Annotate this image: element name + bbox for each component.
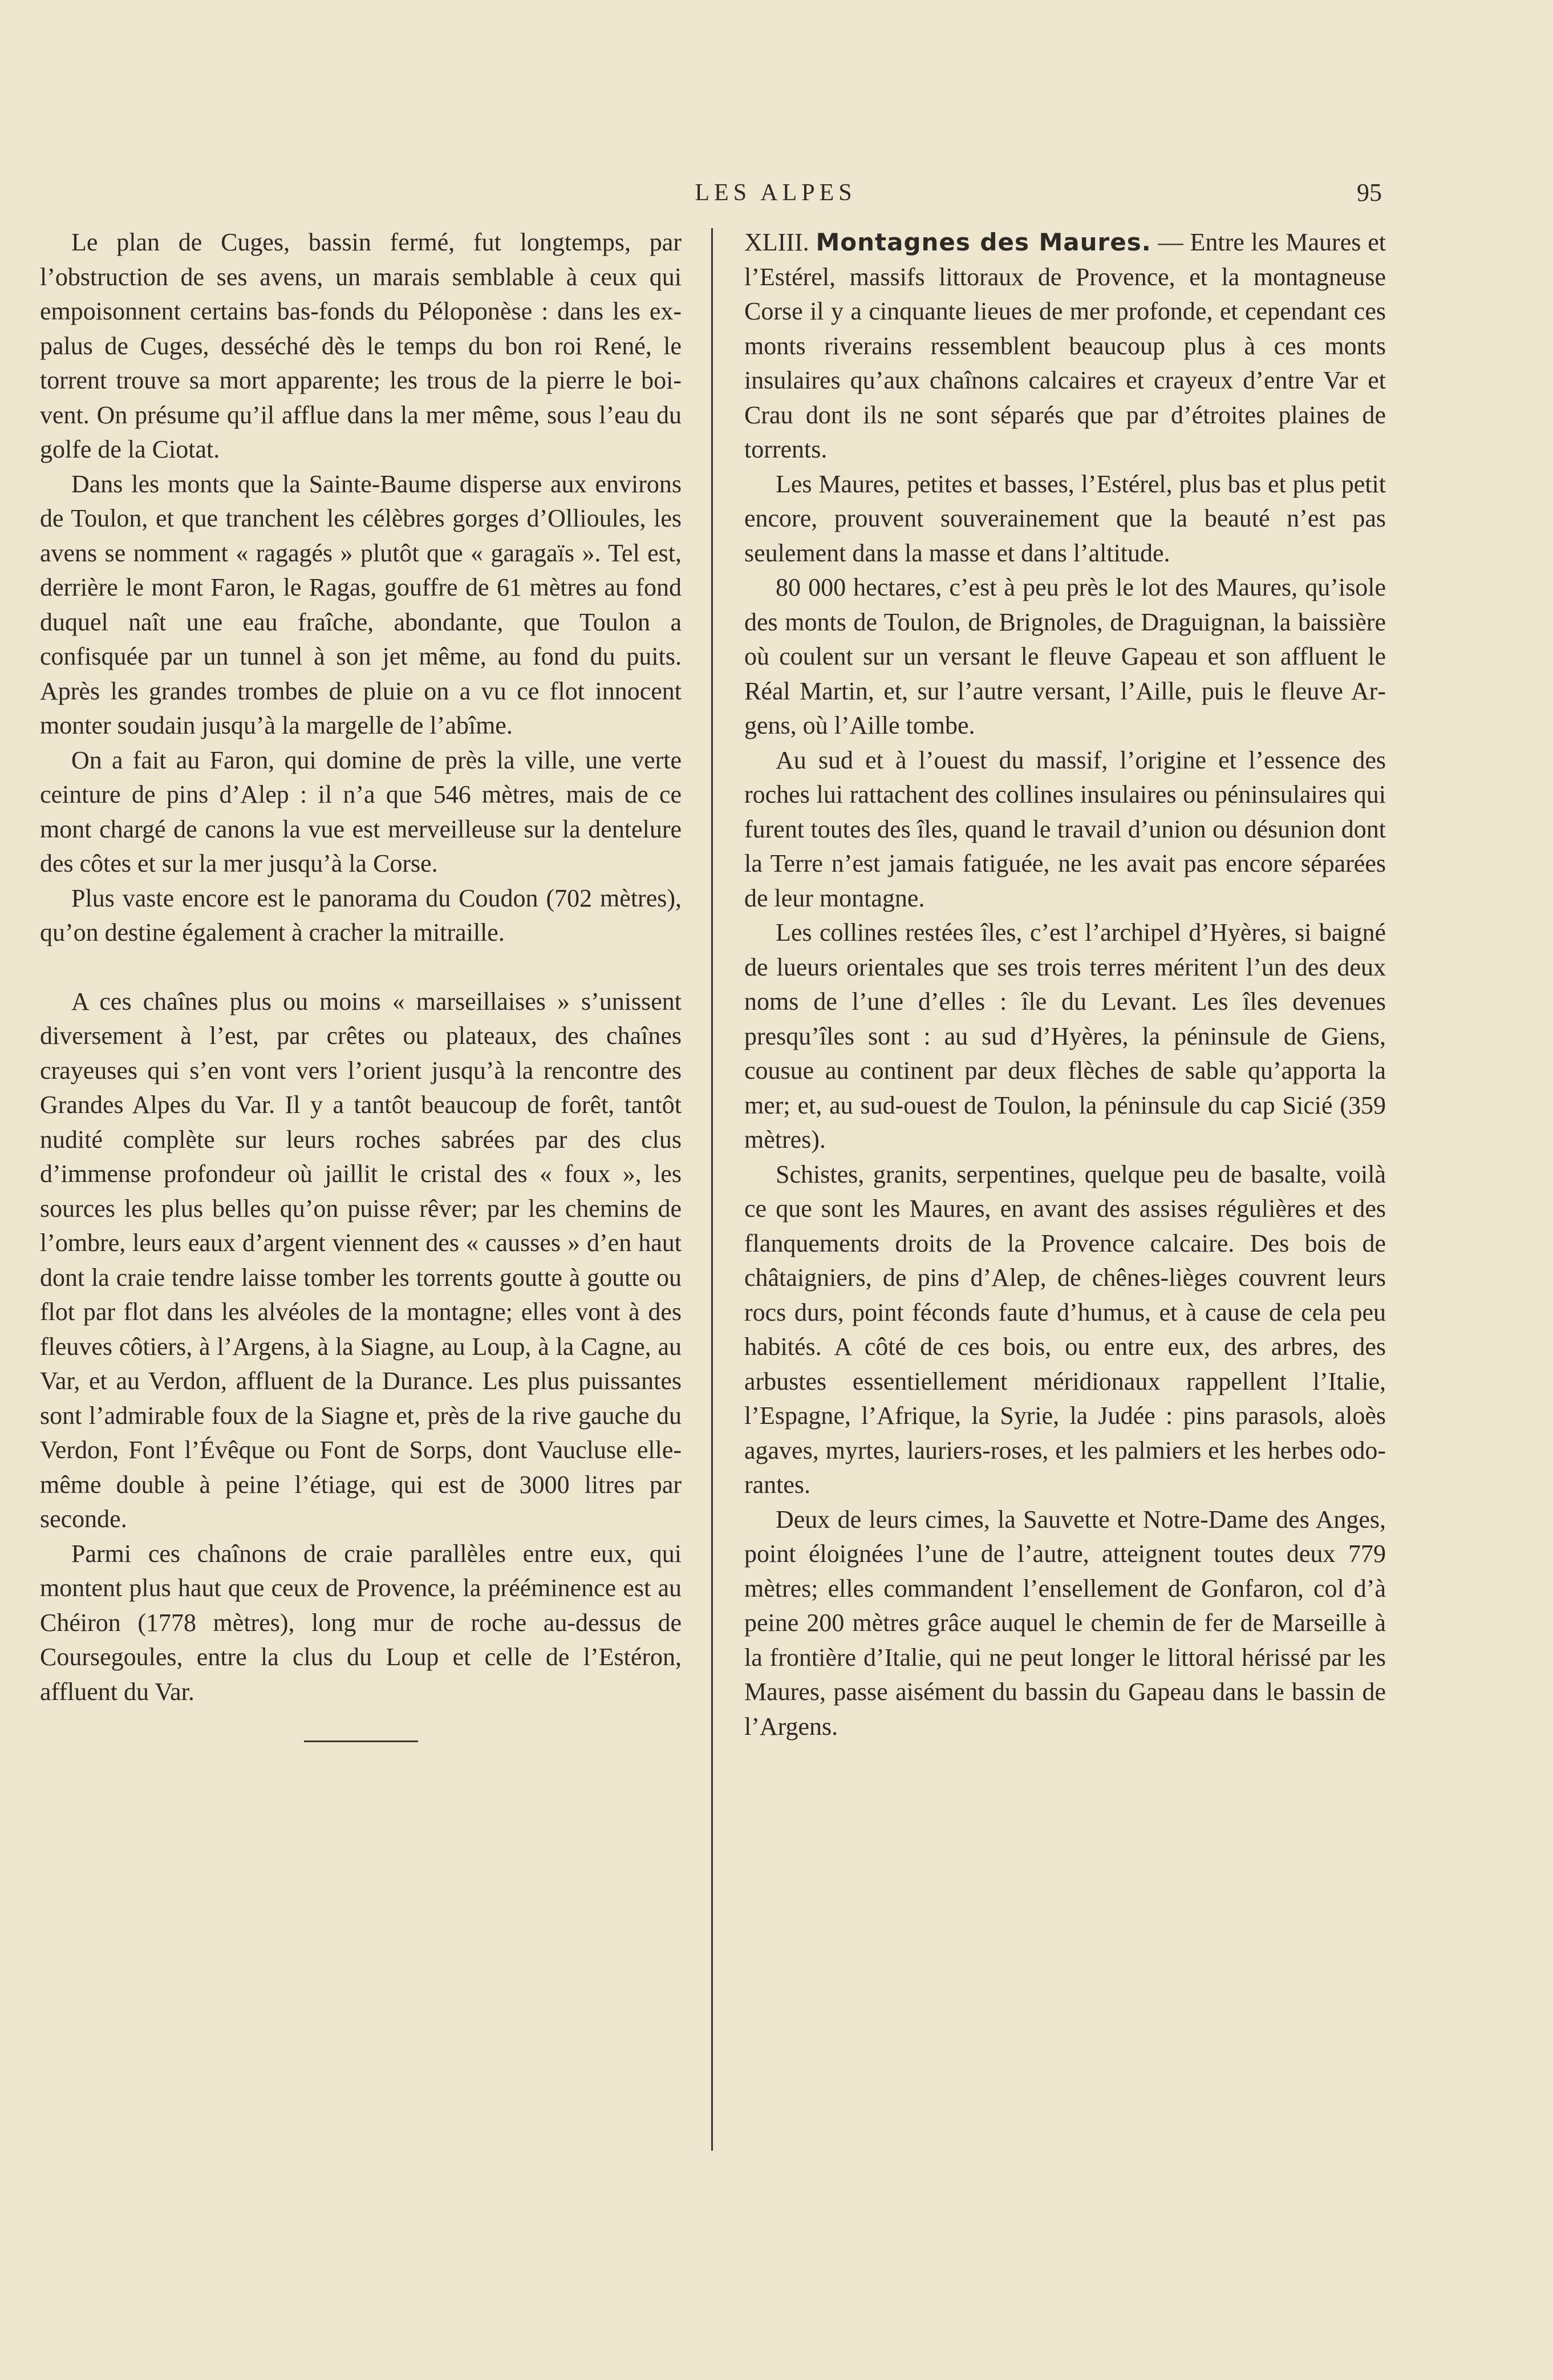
paragraph: 80 000 hectares, c’est à peu près le lot des Maures, qu’isole des monts de Toulon, de Brignoles, de Draguignan, la baissière où coulent sur un versant le fleuve Gapeau et son affluent le Réal Martin, et, sur l’autre versant, l’Aille, puis le fleuve Argens, où l’Aille tombe. [744, 573, 1386, 739]
paragraph: Les Maures, petites et basses, l’Estérel, plus bas et plus petit encore, prouvent souverainement que la beauté n’est pas seulement dans la masse et dans l’altitude. [744, 469, 1386, 567]
running-title: LES ALPES [695, 180, 857, 206]
paragraph: Dans les monts que la Sainte-Baume disperse aux environs de Toulon, et que tranchent les célèbres gorges d’Ollioules, les avens se nomment « ragagés » plutôt que « garagaïs ». Tel est, derrière le mont Faron, le Ragas, gouffre de 61 mètres au fond duquel naît une eau fraîche, abondante, que Toulon a confisquée par un tunnel à son jet même, au fond du puits. Après les grandes trombes de pluie on a vu ce flot innocent monter soudain jusqu’à la margelle de l’abîme. [40, 469, 682, 739]
paragraph: Plus vaste encore est le panorama du Coudon (702 mètres), qu’on destine également à cracher la mitraille. [40, 884, 682, 946]
paragraph: Schistes, granits, serpentines, quelque peu de basalte, voilà ce que sont les Maures, en avant des assises régulières et des flanquements droits de la Provence calcaire. Des bois de châtaigniers, de pins d’Alep, de chênes-lièges couvrent leurs rocs durs, point féconds faute d’humus, et à cause de cela peu habités. A côté de ces bois, ou entre eux, des arbres, des arbustes essentiellement méridionaux rappellent l’Italie, l’Espagne, l’Afrique, la Syrie, la Judée : pins parasols, aloès agaves, myrtes, lauriers-roses, et les palmiers et les herbes odorantes. [744, 1160, 1386, 1499]
right-column [744, 225, 1386, 1744]
section-end-rule [304, 1741, 418, 1742]
paragraph: Deux de leurs cimes, la Sauvette et Notre-Dame des Anges, point éloignées l’une de l’autre, atteignent toutes deux 779 mètres; elles commandent l’ensellement de Gonfaron, col d’à peine 200 mètres grâce auquel le chemin de fer de Marseille à la frontière d’Italie, qui ne peut longer le littoral hérissé par les Maures, passe aisément du bassin du Gapeau dans le bassin de l’Argens. [744, 1505, 1386, 1741]
section-number: XLIII. [744, 228, 809, 256]
paragraph: Le plan de Cuges, bassin fermé, fut longtemps, par l’obstruction de ses avens, un marais semblable à ceux qui empoisonnent certains bas-fonds du Péloponèse : dans les ex-palus de Cuges, desséché dès le temps du bon roi René, le torrent trouve sa mort apparente; les trous de la pierre le boivent. On présume qu’il afflue dans la mer même, sous l’eau du golfe de la Ciotat. [40, 228, 682, 463]
paragraph: Parmi ces chaînons de craie parallèles entre eux, qui montent plus haut que ceux de Provence, la prééminence est au Chéiron (1778 mètres), long mur de roche au-dessus de Coursegoules, entre la clus du Loup et celle de l’Estéron, affluent du Var. [40, 1539, 682, 1706]
section-heading: Montagnes des Maures. [816, 228, 1151, 256]
section-lead-text: — Entre les Maures et l’Estérel, massifs littoraux de Provence, et la montagneuse Corse il y a cinquante lieues de mer profonde, et cependant ces monts riverains ressemblent beaucoup plus à ces monts insulaires qu’aux chaînons calcaires et crayeux d’entre Var et Crau dont ils ne sont séparés que par d’étroites plaines de torrents. [744, 228, 1386, 463]
paragraph: Les collines restées îles, c’est l’archipel d’Hyères, si baigné de lueurs orientales que ses trois terres méritent l’un des deux noms de l’une d’elles : île du Levant. Les îles devenues presqu’îles sont : au sud d’Hyères, la péninsule de Giens, cousue au continent par deux flèches de sable qu’apporta la mer; et, au sud-ouest de Toulon, la péninsule du cap Sicié (359 mètres). [744, 918, 1386, 1153]
page-number: 95 [1357, 179, 1382, 207]
section-opening-paragraph [744, 225, 1386, 467]
paragraph: On a fait au Faron, qui domine de près la ville, une verte ceinture de pins d’Alep : il n’a que 546 mètres, mais de ce mont chargé de canons la vue est merveilleuse sur la dentelure des côtes et sur la mer jusqu’à la Corse. [40, 746, 682, 877]
paragraph: A ces chaînes plus ou moins « marseillaises » s’unissent diversement à l’est, par crêtes ou plateaux, des chaînes crayeuses qui s’en vont vers l’orient jusqu’à la rencontre des Grandes Alpes du Var. Il y a tantôt beaucoup de forêt, tantôt nudité complète sur leurs roches sabrées par des clus d’immense profondeur où jaillit le cristal des « foux », les sources les plus belles qu’on puisse rêver; par les chemins de l’ombre, leurs eaux d’argent viennent des « causses » d’en haut dont la craie tendre laisse tomber les torrents goutte à goutte ou flot par flot dans les alvéoles de la montagne; elles vont à des fleuves côtiers, à l’Argens, à la Siagne, au Loup, à la Cagne, au Var, et au Verdon, affluent de la Durance. Les plus puissantes sont l’admirable foux de la Siagne et, près de la rive gauche du Verdon, Font l’Évêque ou Font de Sorps, dont Vaucluse elle-même double à peine l’étiage, qui est de 3000 litres par seconde. [40, 987, 682, 1533]
left-column [40, 225, 682, 1742]
column-divider [711, 228, 713, 2151]
page-header [0, 176, 1553, 210]
paragraph: Au sud et à l’ouest du massif, l’origine et l’essence des roches lui rattachent des collines insulaires ou péninsulaires qui furent toutes des îles, quand le travail d’union ou désunion dont la Terre n’est jamais fatiguée, ne les avait pas encore séparées de leur montagne. [744, 746, 1386, 912]
